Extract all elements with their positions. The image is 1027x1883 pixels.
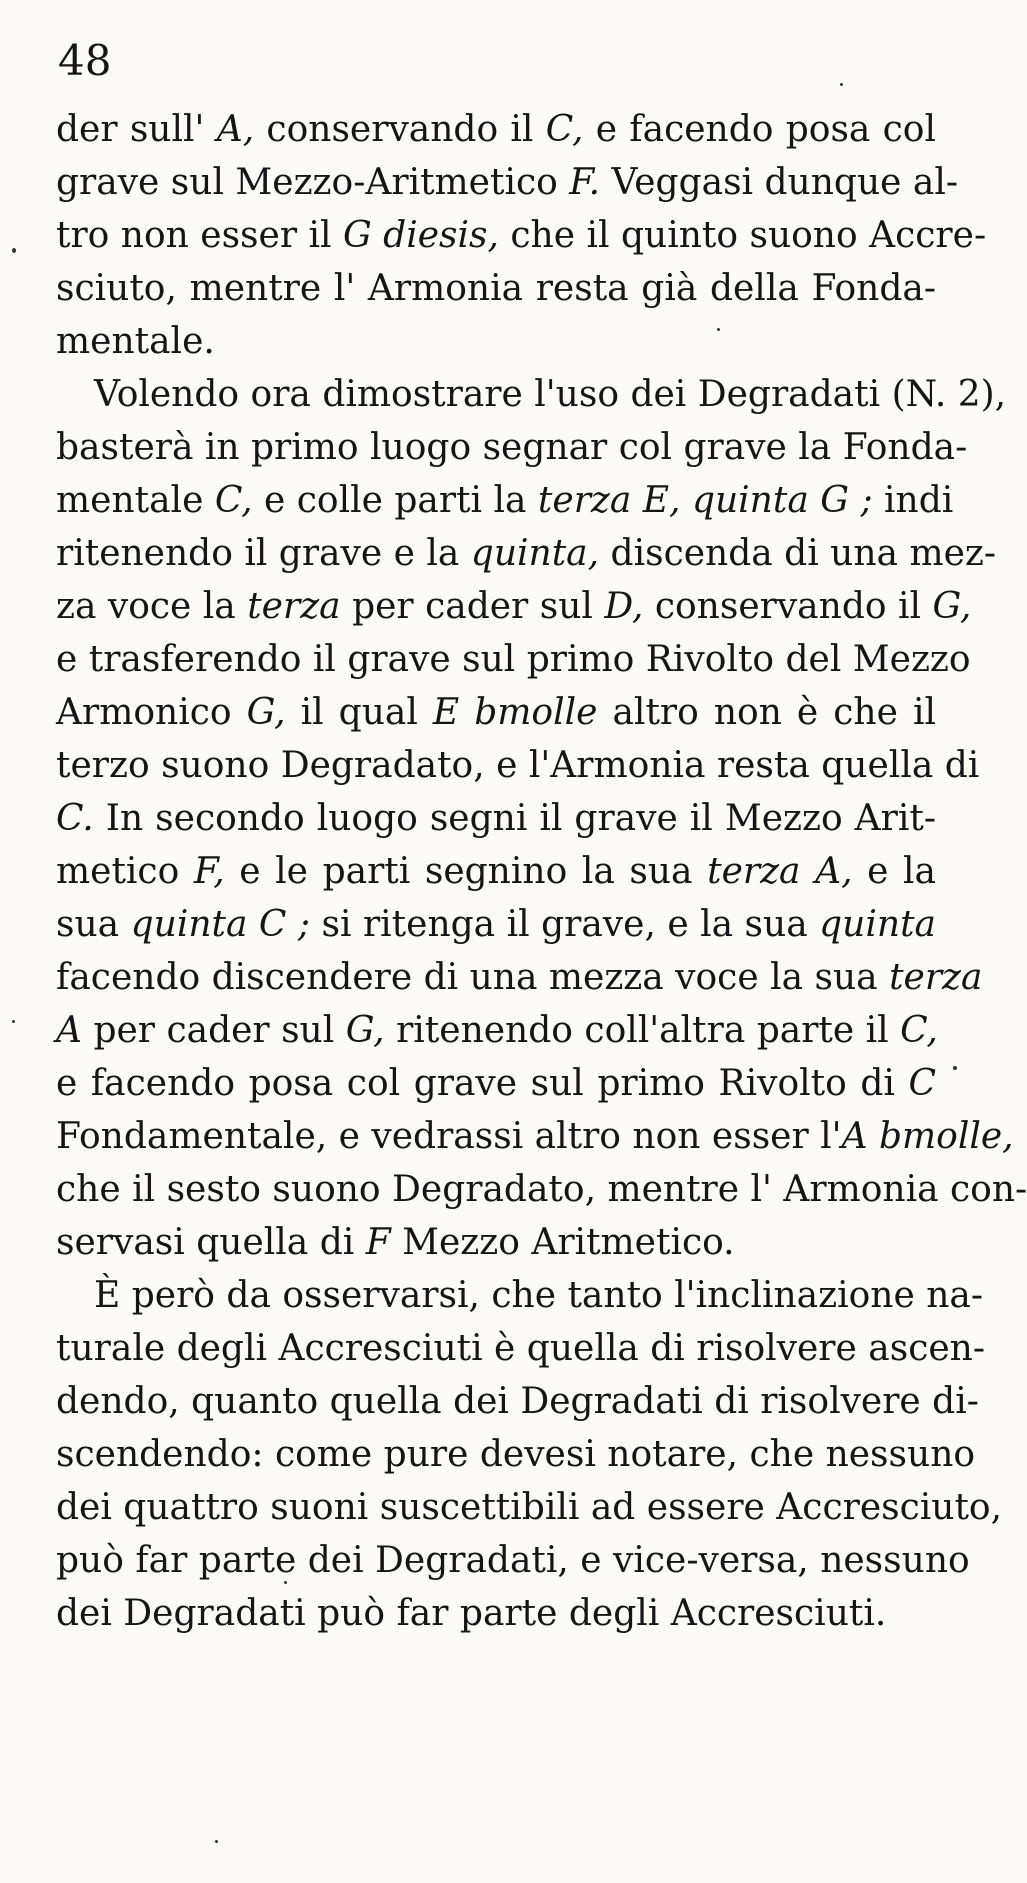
- italic-notation: G diesis,: [342, 215, 499, 256]
- italic-notation: G,: [345, 1010, 385, 1051]
- italic-notation: C.: [56, 798, 94, 839]
- scan-speck: [717, 328, 720, 331]
- scan-speck: [12, 1020, 15, 1023]
- italic-notation: A,: [216, 109, 255, 150]
- text-line: mentale.: [56, 321, 215, 362]
- text-line: Armonico G, il qual E bmolle altro non è che il: [56, 692, 936, 733]
- italic-notation: quinta: [819, 904, 936, 945]
- italic-notation: A bmolle,: [841, 1116, 1014, 1157]
- italic-notation: C,: [545, 109, 584, 150]
- scan-speck: [215, 1840, 218, 1843]
- scan-speck: [840, 83, 843, 86]
- text-line: sciuto, mentre l' Armonia resta già della Fonda-: [56, 268, 936, 309]
- text-line: facendo discendere di una mezza voce la sua terza: [56, 957, 983, 998]
- text-line: dendo, quanto quella dei Degradati di risolvere di-: [56, 1381, 979, 1422]
- text-line: dei quattro suoni suscettibili ad essere Accresciuto,: [56, 1487, 1003, 1528]
- text-line: der sull' A, conservando il C, e facendo posa col: [56, 109, 936, 150]
- paragraph: [56, 103, 987, 368]
- text-line: e facendo posa col grave sul primo Rivolto di C: [56, 1063, 936, 1104]
- text-line: turale degli Accresciuti è quella di risolvere ascen-: [56, 1328, 986, 1369]
- text-line: ritenendo il grave e la quinta, discenda di una mez-: [56, 533, 997, 574]
- text-line: scendendo: come pure devesi notare, che nessuno: [56, 1434, 976, 1475]
- italic-notation: F.: [569, 162, 601, 203]
- text-line: grave sul Mezzo-Aritmetico F. Veggasi dunque al-: [56, 162, 959, 203]
- italic-notation: C,: [214, 480, 253, 521]
- text-line: che il sesto suono Degradato, mentre l' Armonia con-: [56, 1169, 1027, 1210]
- text-line: za voce la terza per cader sul D, conservando il G,: [56, 586, 972, 627]
- text-line: mentale C, e colle parti la terza E, quinta G ; indi: [56, 480, 954, 521]
- text-line: e trasferendo il grave sul primo Rivolto del Mezzo: [56, 639, 971, 680]
- text-line: A per cader sul G, ritenendo coll'altra parte il C,: [56, 1010, 938, 1051]
- italic-notation: terza: [247, 586, 341, 627]
- italic-notation: terza A,: [707, 851, 853, 892]
- italic-notation: G,: [246, 692, 286, 733]
- text-line: Fondamentale, e vedrassi altro non esser l'A bmolle,: [56, 1116, 1014, 1157]
- text-line: C. In secondo luogo segni il grave il Mezzo Arit-: [56, 798, 936, 839]
- text-line: può far parte dei Degradati, e vice-versa, nessuno: [56, 1540, 970, 1581]
- italic-notation: quinta C ;: [130, 904, 311, 945]
- italic-notation: G,: [932, 586, 972, 627]
- italic-notation: C,: [900, 1010, 938, 1051]
- italic-notation: A: [56, 1010, 82, 1051]
- text-line: sua quinta C ; si ritenga il grave, e la sua quinta: [56, 904, 936, 945]
- text-line: metico F, e le parti segnino la sua terza A, e la: [56, 851, 937, 892]
- text-line: tro non esser il G diesis, che il quinto suono Accre-: [56, 215, 987, 256]
- italic-notation: D,: [604, 586, 644, 627]
- text-line: servasi quella di F Mezzo Aritmetico.: [56, 1222, 735, 1263]
- italic-notation: E bmolle: [432, 692, 598, 733]
- text-line: terzo suono Degradato, e l'Armonia resta quella di: [56, 745, 980, 786]
- italic-notation: F: [365, 1222, 391, 1263]
- paragraph: [56, 368, 1027, 1269]
- text-line: Volendo ora dimostrare l'uso dei Degradati (N. 2),: [94, 374, 1007, 415]
- italic-notation: F,: [193, 851, 225, 892]
- scan-speck: [953, 1066, 957, 1070]
- text-line: dei Degradati può far parte degli Accresciuti.: [56, 1593, 887, 1634]
- body-text: [56, 103, 1027, 1640]
- italic-notation: terza: [889, 957, 983, 998]
- page-number: 48: [58, 36, 112, 85]
- paragraph: [56, 1269, 1003, 1640]
- scan-speck: [284, 1581, 287, 1584]
- text-line: È però da osservarsi, che tanto l'inclinazione na-: [94, 1275, 984, 1316]
- scan-speck: [12, 248, 16, 253]
- italic-notation: C: [908, 1063, 936, 1104]
- italic-notation: terza E, quinta G ;: [537, 480, 873, 521]
- italic-notation: quinta,: [470, 533, 600, 574]
- text-line: basterà in primo luogo segnar col grave la Fonda-: [56, 427, 968, 468]
